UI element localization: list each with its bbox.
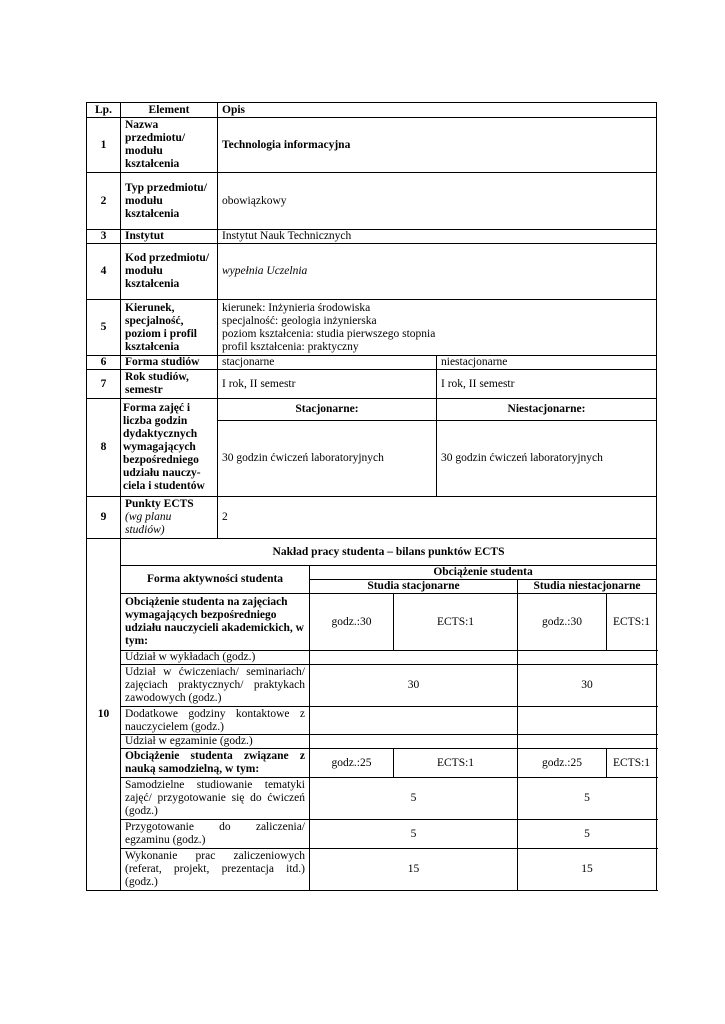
hours-nonstationary: 30 godzin ćwiczeń laboratoryjnych [437,421,657,497]
contact-nst-hours: godz.:30 [518,594,607,651]
self-label: Obciążenie studenta związane z nauką samodzielną, w tym: [121,749,310,778]
syllabus-table [86,102,657,891]
form-nonstationary: niestacjonarne [437,356,657,370]
exam-nst [518,735,657,749]
lectures-st [310,651,518,665]
row-number: 2 [87,173,121,230]
profile-line: profil kształcenia: praktyczny [222,340,359,353]
self-st-hours: godz.:25 [310,749,394,778]
stationary-header: Studia stacjonarne [310,580,518,594]
field-line: kierunek: Inżynieria środowiska [222,301,371,314]
self-nst-hours: godz.:25 [518,749,607,778]
self-study-nst: 5 [518,778,657,820]
year-stationary: I rok, II semestr [218,370,437,399]
hours-stationary: 30 godzin ćwiczeń laboratoryjnych [218,421,437,497]
row-number: 3 [87,230,121,244]
row-10-title [87,539,657,566]
self-nst-ects: ECTS:1 [607,749,657,778]
header-opis: Opis [218,103,657,118]
header-stationary: Stacjonarne: [218,399,437,421]
prep-st: 5 [310,820,518,849]
row-label: Kod przedmiotu/ modułu kształcenia [121,244,218,300]
contact-st-ects: ECTS:1 [394,594,518,651]
nonstationary-header: Studia niestacjonarne [518,580,657,594]
self-study-st: 5 [310,778,518,820]
row-label: Nazwa przedmiotu/ modułu kształcenia [121,118,218,173]
header-nonstationary: Niestacjonarne: [437,399,657,421]
form-stationary: stacjonarne [218,356,437,370]
activity-header: Forma aktywności studenta [121,566,310,594]
contact-nst-ects: ECTS:1 [607,594,657,651]
exercises-label: Udział w ćwiczeniach/ seminariach/ zajęciach praktycznych/ praktykach zawodowych (godz.) [121,665,310,707]
row-label [121,497,218,539]
exercises-row [87,665,657,707]
row-1 [87,118,657,173]
prep-row [87,820,657,849]
prep-nst: 5 [518,820,657,849]
header-element: Element [121,103,218,118]
load-header: Obciążenie studenta [310,566,657,580]
specialty-line: specjalność: geologia inżynierska [222,314,377,327]
row-3 [87,230,657,244]
lectures-row [87,651,657,665]
exam-st [310,735,518,749]
level-line: poziom kształcenia: studia pierwszego stopnia [222,327,436,340]
row-number: 8 [87,399,121,497]
row-7 [87,370,657,399]
row-number: 10 [87,539,121,891]
row-number: 9 [87,497,121,539]
field-of-study [218,300,657,356]
workload-title: Nakład pracy studenta – bilans punktów ECTS [121,539,657,566]
extra-contact-row [87,707,657,735]
contact-st-hours: godz.:30 [310,594,394,651]
exam-row [87,735,657,749]
row-8 [87,399,657,421]
header-row [87,103,657,118]
self-study-row [87,778,657,820]
works-st: 15 [310,849,518,891]
exercises-nst: 30 [518,665,657,707]
ects-sublabel: (wg planu studiów) [125,511,172,536]
exercises-st: 30 [310,665,518,707]
self-row [87,749,657,778]
row-2 [87,173,657,230]
row-6 [87,356,657,370]
extra-contact-label: Dodatkowe godziny kontaktowe z nauczycielem (godz.) [121,707,310,735]
row-label: Typ przedmiotu/ modułu kształcenia [121,173,218,230]
extra-contact-nst [518,707,657,735]
row-label: Rok studiów, semestr [121,370,218,399]
institute: Instytut Nauk Technicznych [218,230,657,244]
works-nst: 15 [518,849,657,891]
subject-type: obowiązkowy [218,173,657,230]
self-st-ects: ECTS:1 [394,749,518,778]
subject-name: Technologia informacyjna [218,118,657,173]
prep-label: Przygotowanie do zaliczenia/ egzaminu (godz.) [121,820,310,849]
ects-label: Punkty ECTS [125,498,194,510]
row-label: Kierunek, specjalność, poziom i profil kształcenia [121,300,218,356]
self-study-label: Samodzielne studiowanie tematyki zajęć/ przygotowanie się do ćwiczeń (godz.) [121,778,310,820]
row-4 [87,244,657,300]
exam-label: Udział w egzaminie (godz.) [121,735,310,749]
lectures-label: Udział w wykładach (godz.) [121,651,310,665]
row-number: 6 [87,356,121,370]
subject-code: wypełnia Uczelnia [218,244,657,300]
ects-value: 2 [218,497,657,539]
row-number: 5 [87,300,121,356]
extra-contact-st [310,707,518,735]
row-label: Forma studiów [121,356,218,370]
header-lp: Lp. [87,103,121,118]
row-label: Instytut [121,230,218,244]
row-5 [87,300,657,356]
year-nonstationary: I rok, II semestr [437,370,657,399]
works-row [87,849,657,891]
row-label: Forma zajęć i liczba godzin dydaktycznych wymagających bezpośredniego udziału nauczy-ciela i studentów [121,399,218,497]
contact-label: Obciążenie studenta na zajęciach wymagających bezpośredniego udziału nauczycieli akademickich, w tym: [121,594,310,651]
contact-row [87,594,657,651]
works-label: Wykonanie prac zaliczeniowych (referat, projekt, prezentacja itd.) (godz.) [121,849,310,891]
lectures-nst [518,651,657,665]
row-number: 7 [87,370,121,399]
row-number: 1 [87,118,121,173]
row-9 [87,497,657,539]
row-number: 4 [87,244,121,300]
